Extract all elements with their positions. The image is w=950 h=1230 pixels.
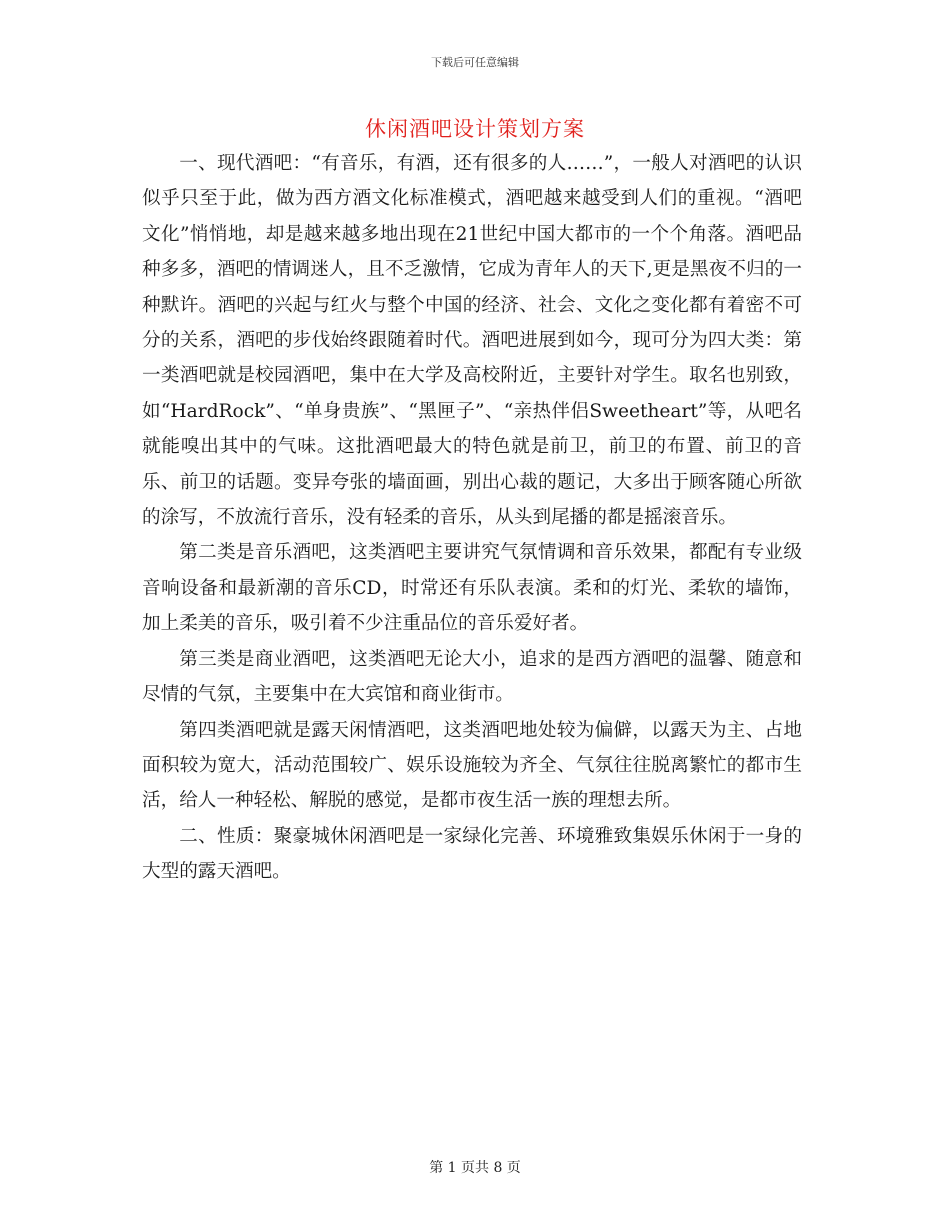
paragraph-music-bars: 第二类是音乐酒吧，这类酒吧主要讲究气氛情调和音乐效果，都配有专业级音响设备和最新潮的音乐CD，时常还有乐队表演。柔和的灯光、柔软的墙饰，加上柔美的音乐，吸引着不少注重品位的音乐爱好者。 bbox=[142, 542, 802, 635]
document-body bbox=[142, 146, 802, 890]
document-title: 休闲酒吧设计策划方案 bbox=[365, 117, 585, 141]
paragraph-modern-bars: 一、现代酒吧：“有音乐，有酒，还有很多的人……”，一般人对酒吧的认识似乎只至于此，做为西方酒文化标准模式，酒吧越来越受到人们的重视。“酒吧文化”悄悄地，却是越来越多地出现在21世纪中国大都市的一个个角落。酒吧品种多多，酒吧的情调迷人，且不乏激情，它成为青年人的天下,更是黑夜不归的一种默许。酒吧的兴起与红火与整个中国的经济、社会、文化之变化都有着密不可分的关系，酒吧的步伐始终跟随着时代。酒吧进展到如今，现可分为四大类：第一类酒吧就是校园酒吧，集中在大学及高校附近，主要针对学生。取名也别致，如“HardRock”、“单身贵族”、“黑匣子”、“亲热伴侣Sweetheart”等，从吧名就能嗅出其中的气味。这批酒吧最大的特色就是前卫，前卫的布置、前卫的音乐、前卫的话题。变异夸张的墙面画，别出心裁的题记，大多出于顾客随心所欲的涂写，不放流行音乐，没有轻柔的音乐，从头到尾播的都是摇滚音乐。 bbox=[142, 153, 802, 529]
page-number: 第 1 页共 8 页 bbox=[429, 1160, 521, 1176]
paragraph-nature: 二、性质：聚豪城休闲酒吧是一家绿化完善、环境雅致集娱乐休闲于一身的大型的露天酒吧。 bbox=[142, 825, 802, 883]
paragraph-commercial-bars: 第三类是商业酒吧，这类酒吧无论大小，追求的是西方酒吧的温馨、随意和尽情的气氛，主要集中在大宾馆和商业街市。 bbox=[142, 648, 802, 706]
header-note: 下载后可任意编辑 bbox=[431, 56, 519, 69]
paragraph-outdoor-bars: 第四类酒吧就是露天闲情酒吧，这类酒吧地处较为偏僻，以露天为主、占地面积较为宽大，活动范围较广、娱乐设施较为齐全、气氛往往脱离繁忙的都市生活，给人一种轻松、解脱的感觉，是都市夜生活一族的理想去所。 bbox=[142, 719, 802, 812]
